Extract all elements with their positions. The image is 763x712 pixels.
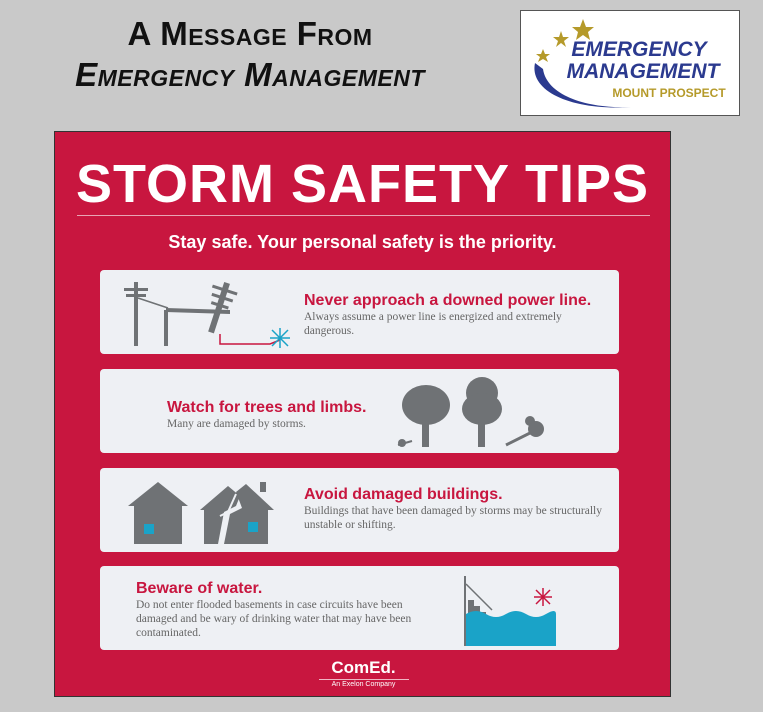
- star-icon: [536, 49, 550, 62]
- tip-card-trees: [100, 369, 619, 453]
- star-icon: [572, 19, 594, 40]
- emergency-management-logo: [520, 10, 740, 116]
- tip-card-power-line: [100, 270, 619, 354]
- tip-description: Always assume a power line is energized and extremely dangerous.: [304, 311, 562, 337]
- brand-tagline: An Exelon Company: [331, 681, 396, 688]
- logo-text-3: MOUNT PROSPECT: [612, 86, 726, 100]
- damaged-house-icon: [124, 476, 284, 548]
- star-icon: [553, 31, 569, 47]
- title-line-1: A Message From: [127, 15, 373, 52]
- tip-description: Buildings that have been damaged by storms may be structurally unstable or shifting.: [304, 505, 602, 531]
- storm-safety-poster: [54, 131, 671, 697]
- tip-description: Do not enter flooded basements in case circuits have been damaged and be wary of drinking water that may have been contaminated.: [136, 599, 412, 639]
- logo-text-1: EMERGENCY: [571, 38, 707, 61]
- downed-power-line-icon: [120, 278, 300, 350]
- tip-card-buildings: [100, 468, 619, 552]
- tip-title: Avoid damaged buildings.: [304, 486, 503, 503]
- tip-title: Watch for trees and limbs.: [167, 399, 367, 416]
- trees-icon: [396, 373, 556, 451]
- poster-title: STORM SAFETY TIPS: [75, 154, 650, 214]
- comed-brand: [55, 659, 672, 688]
- logo-text-2: MANAGEMENT: [566, 60, 720, 83]
- tip-title: Beware of water.: [136, 580, 263, 597]
- logo-graphic: [521, 11, 739, 115]
- flooded-basement-icon: [462, 570, 602, 648]
- page-title: [0, 14, 500, 96]
- title-line-2: Emergency Management: [75, 56, 425, 93]
- poster-subtitle: Stay safe. Your personal safety is the priority.: [168, 232, 557, 252]
- tip-title: Never approach a downed power line.: [304, 292, 592, 309]
- brand-name: ComEd.: [331, 658, 396, 677]
- tip-description: Many are damaged by storms.: [167, 418, 306, 430]
- tip-card-water: [100, 566, 619, 650]
- divider: [77, 215, 650, 216]
- brand-divider: [319, 679, 409, 680]
